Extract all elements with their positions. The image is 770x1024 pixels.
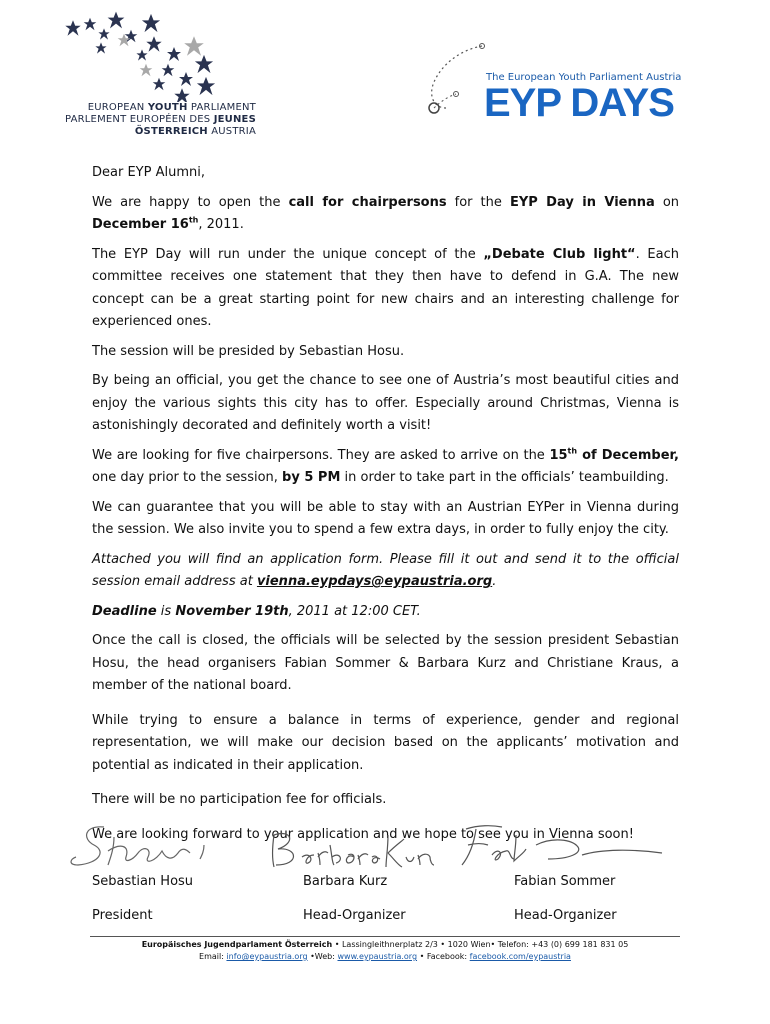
paragraph-application: Attached you will find an application form. Please fill it out and send it to the official session email address at vienna.eypdays@eypaustria.org. [92, 551, 679, 589]
paragraph-closing: We are looking forward to your application and we hope to see you in Vienna soon! [92, 826, 634, 842]
signatory-role-2: Head-Organizer [303, 908, 406, 923]
signatory-role-1: President [92, 908, 153, 923]
letter-body [92, 162, 679, 853]
paragraph-fee: There will be no participation fee for officials. [92, 792, 387, 807]
signatory-name-3: Fabian Sommer [514, 874, 616, 889]
eyp-days-logo [420, 42, 682, 132]
footer-web-link[interactable]: www.eypaustria.org [337, 952, 418, 961]
paragraph-deadline: Deadline is November 19th, 2011 at 12:00 CET. [92, 603, 421, 619]
footer-divider [90, 936, 680, 937]
signature-barbara-kurz [262, 815, 442, 875]
eyp-austria-logo [46, 10, 256, 140]
eyp-days-title: EYP DAYS [484, 81, 674, 125]
signatory-name-1: Sebastian Hosu [92, 874, 194, 889]
eyp-days-subtitle: The European Youth Parliament Austria [486, 72, 682, 83]
greeting: Dear EYP Alumni, [92, 165, 205, 180]
paragraph-hosting: We can guarantee that you will be able to stay with an Austrian EYPer in Vienna during the session. We also invite you to spend a few extra days, in order to fully enjoy the city. [92, 499, 679, 537]
paragraph-call: We are happy to open the call for chairpersons for the EYP Day in Vienna on December 16th, 2011. [92, 194, 680, 232]
logo-line-2: PARLEMENT EUROPÉEN DES JEUNES [65, 114, 256, 125]
footer-facebook-link[interactable]: facebook.com/eypaustria [469, 952, 571, 961]
signature-sebastian-hosu [64, 815, 224, 875]
footer-address-line: Europäisches Jugendparlament Österreich • Lassingleithnerplatz 2/3 • 1020 Wien• Telefon: +43 (0) 699 181 831 05 [141, 940, 629, 949]
paragraph-balance: While trying to ensure a balance in terms of experience, gender and regional representation, we will make our decision based on the applicants’ motivation and potential as indicated in their application. [92, 712, 679, 773]
paragraph-selection: Once the call is closed, the officials will be selected by the session president Sebastian Hosu, the head organisers Fabian Sommer & Barbara Kurz and Christiane Kraus, a member of the national board. [92, 633, 679, 693]
signature-fabian-sommer [452, 815, 672, 875]
paragraph-concept: The EYP Day will run under the unique concept of the „Debate Club light“. Each committee receives one statement that they then have to defend in G.A. The new concept can be a great starting point for new chairs and an interesting challenge for experienced ones. [92, 246, 679, 329]
footer-email-link[interactable]: info@eypaustria.org [226, 952, 308, 961]
footer-contact-line: Email: info@eypaustria.org •Web: www.eypaustria.org • Facebook: facebook.com/eypaustria [199, 952, 571, 961]
paragraph-president: The session will be presided by Sebastian Hosu. [92, 343, 405, 359]
stars-icon [46, 10, 246, 102]
session-email-link[interactable]: vienna.eypdays@eypaustria.org [256, 574, 493, 589]
dotted-swirl-icon [420, 42, 490, 122]
paragraph-vienna: By being an official, you get the chance to see one of Austria’s most beautiful cities and enjoy the various sights this city has to offer. Especially around Christmas, Vienna is astonishingly decorated and definitely worth a visit! [92, 373, 679, 433]
signatory-role-3: Head-Organizer [514, 908, 617, 923]
footer [0, 939, 770, 963]
logo-line-1: EUROPEAN YOUTH PARLIAMENT [87, 102, 256, 113]
paragraph-chairs: We are looking for five chairpersons. They are asked to arrive on the 15th of December, one day prior to the session, by 5 PM in order to take part in the officials’ teambuilding. [92, 446, 679, 485]
signatory-name-2: Barbara Kurz [303, 874, 388, 889]
logo-line-3: ÖSTERREICH AUSTRIA [134, 126, 256, 137]
